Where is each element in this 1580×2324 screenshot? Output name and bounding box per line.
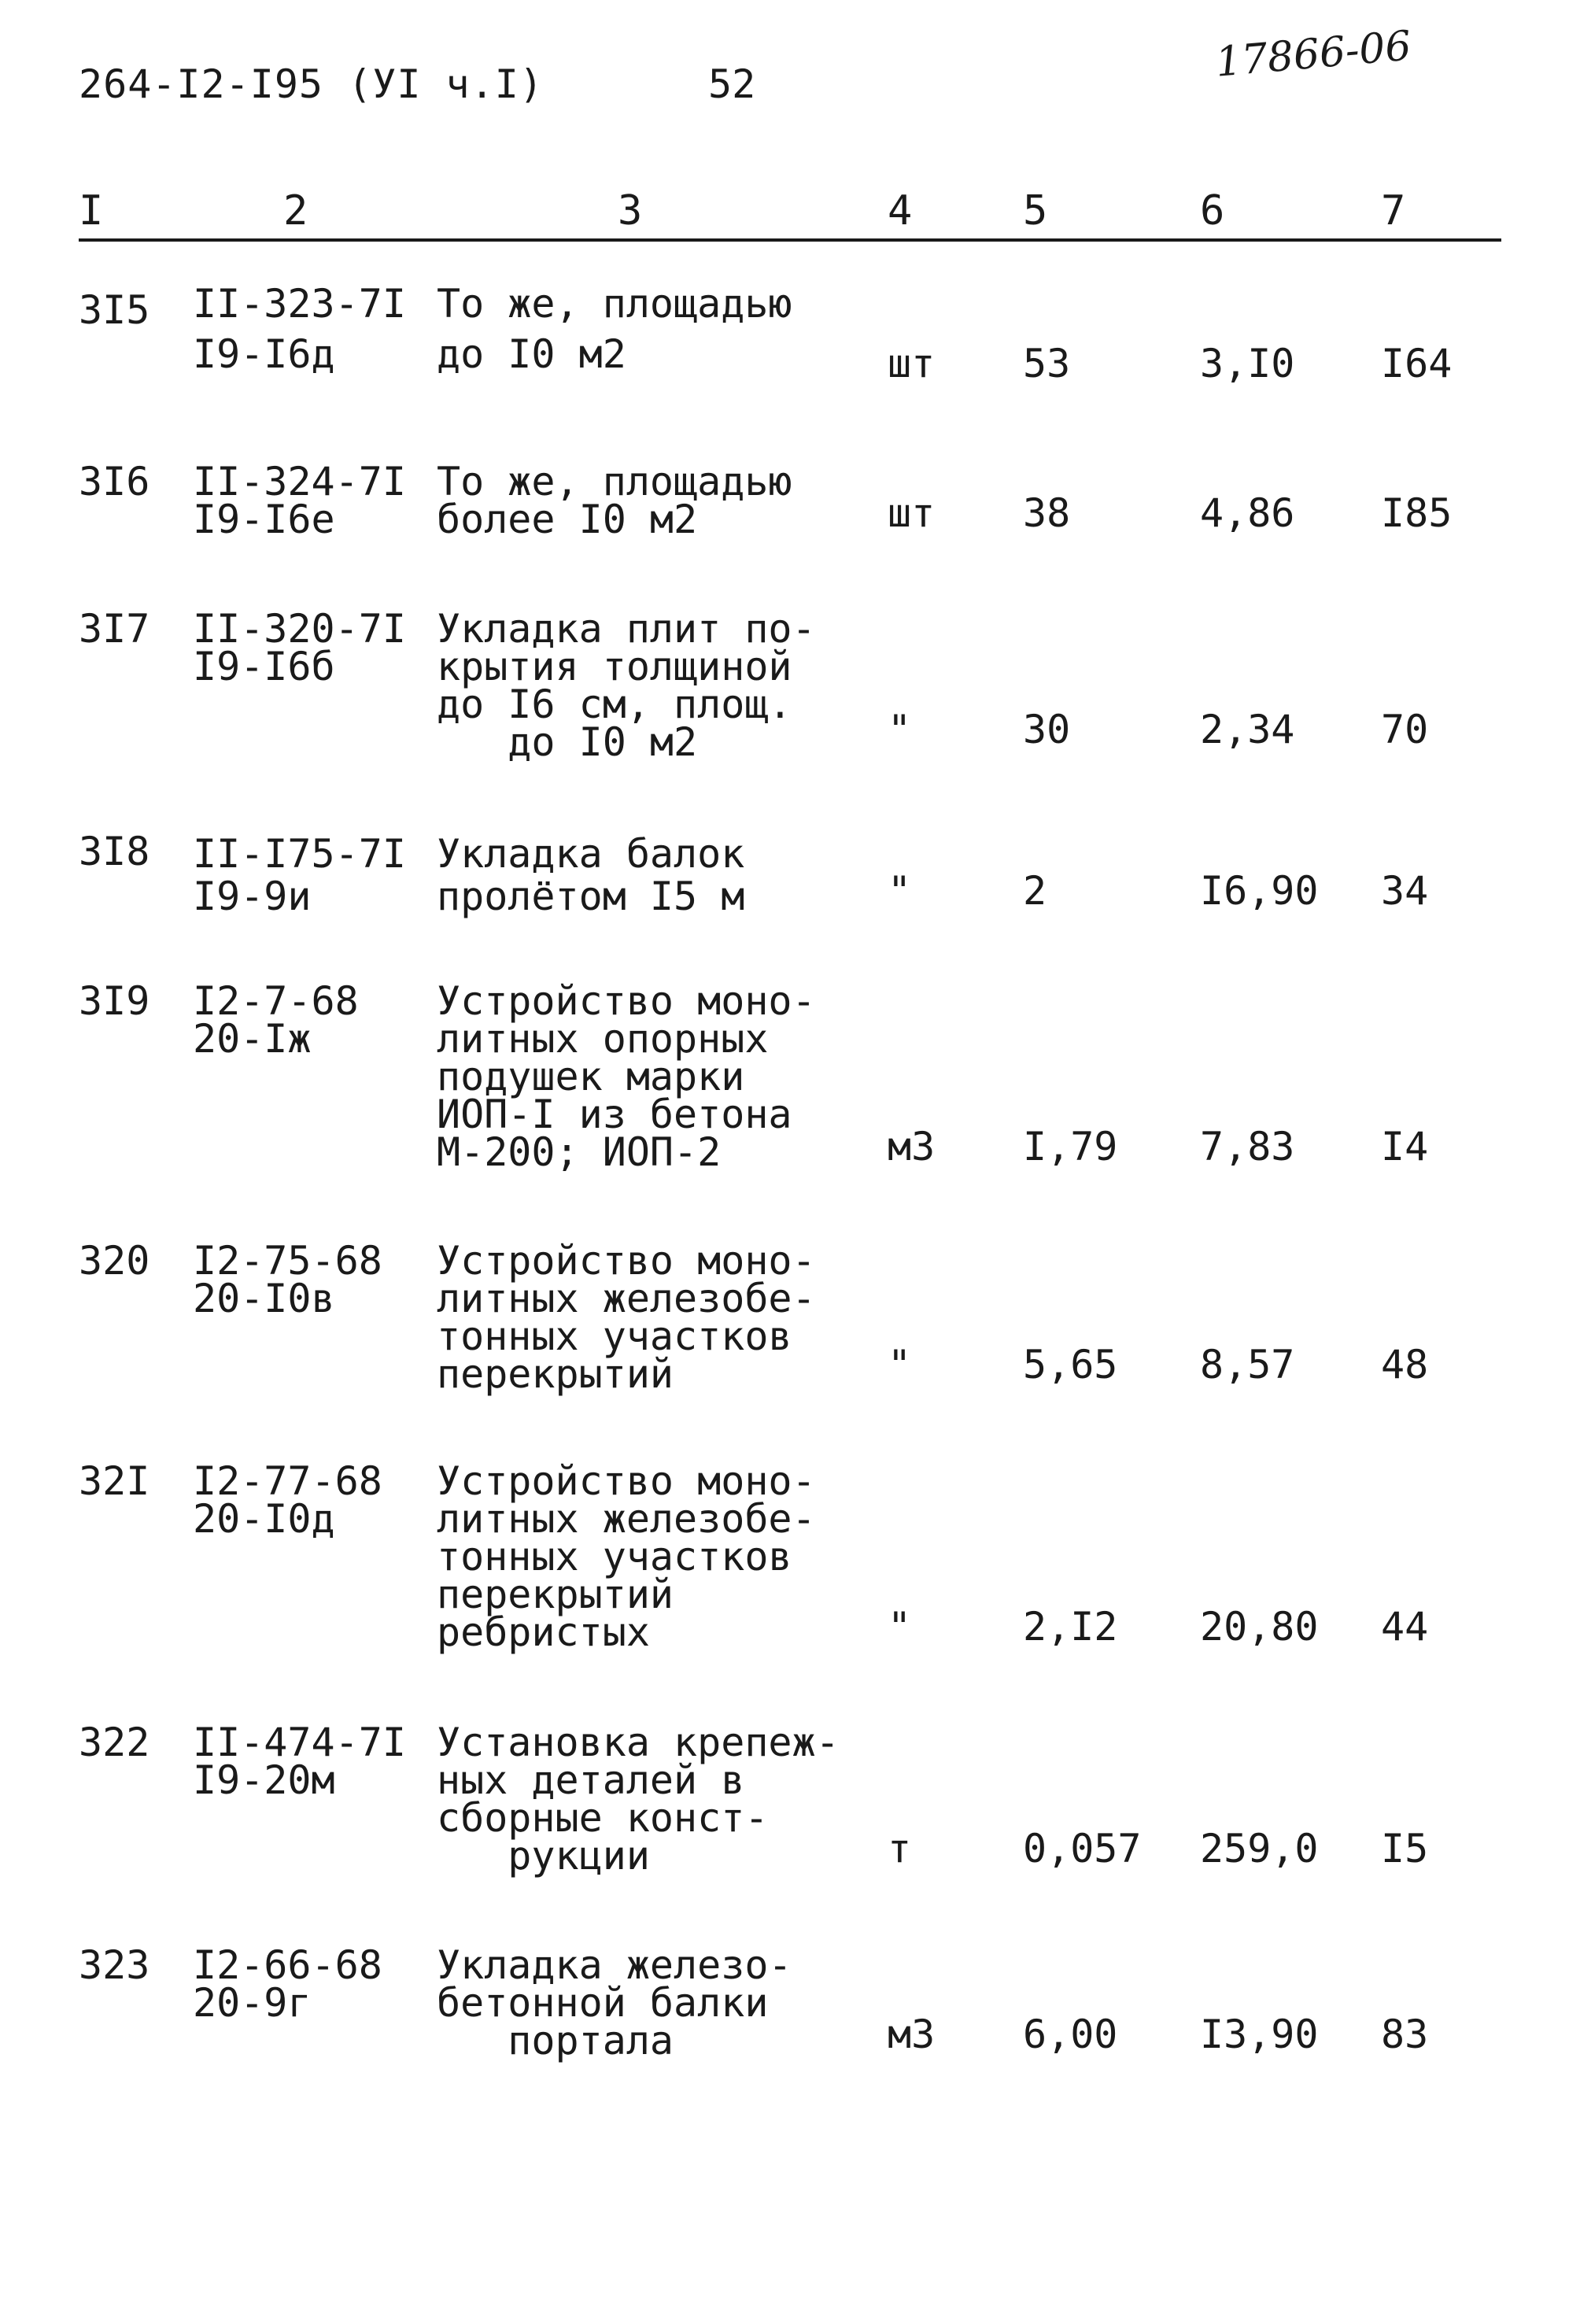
norm-code: I2-75-68 20-I0в <box>193 1238 382 1321</box>
unit-price: 259,0 <box>1200 1826 1319 1871</box>
quantity: 30 <box>1023 707 1071 752</box>
total-cost: 44 <box>1381 1604 1429 1650</box>
column-header-4: 4 <box>888 187 913 235</box>
unit: м3 <box>888 2012 936 2057</box>
work-description: Устройство моно- литных опорных подушек марки ИОП-I из бетона М-200; ИОП-2 <box>437 978 816 1175</box>
column-header-5: 5 <box>1023 187 1048 235</box>
unit: " <box>888 868 912 914</box>
row-number: 3I6 <box>79 459 150 504</box>
norm-code: II-324-7I I9-I6е <box>193 459 406 542</box>
unit-price: 4,86 <box>1200 490 1295 536</box>
total-cost: 83 <box>1381 2012 1429 2057</box>
row-number: 322 <box>79 1720 150 1765</box>
row-number: 3I7 <box>79 606 150 652</box>
quantity: 0,057 <box>1023 1826 1142 1871</box>
unit: шт <box>888 341 936 386</box>
unit: " <box>888 707 912 752</box>
unit-price: 3,I0 <box>1200 341 1295 386</box>
row-number: 32I <box>79 1458 150 1504</box>
column-header-row <box>0 187 1580 242</box>
column-header-3: 3 <box>618 187 643 235</box>
unit-price: I6,90 <box>1200 868 1319 914</box>
unit: " <box>888 1342 912 1387</box>
handwritten-note: 17866-06 <box>1213 22 1413 87</box>
header-divider <box>79 238 1501 242</box>
row-number: 3I5 <box>79 287 150 333</box>
column-header-7: 7 <box>1381 187 1406 235</box>
quantity: 53 <box>1023 341 1071 386</box>
unit: т <box>888 1826 912 1871</box>
total-cost: 70 <box>1381 707 1429 752</box>
column-header-6: 6 <box>1200 187 1225 235</box>
work-description: То же, площадью до I0 м2 <box>437 281 792 377</box>
unit: шт <box>888 490 936 536</box>
unit: м3 <box>888 1124 936 1169</box>
quantity: 2,I2 <box>1023 1604 1118 1650</box>
norm-code: I2-7-68 20-Iж <box>193 978 359 1062</box>
row-number: 323 <box>79 1942 150 1988</box>
row-number: 3I8 <box>79 829 150 874</box>
total-cost: I85 <box>1381 490 1453 536</box>
row-number: 3I9 <box>79 978 150 1024</box>
norm-code: I2-66-68 20-9г <box>193 1942 382 2026</box>
document-code: 264-I2-I95 (УI ч.I) <box>79 61 544 107</box>
total-cost: 48 <box>1381 1342 1429 1387</box>
total-cost: I64 <box>1381 341 1453 386</box>
norm-code: II-323-7I I9-I6д <box>193 281 406 377</box>
unit-price: 2,34 <box>1200 707 1295 752</box>
column-header-2: 2 <box>283 187 308 235</box>
total-cost: 34 <box>1381 868 1429 914</box>
total-cost: I4 <box>1381 1124 1429 1169</box>
norm-code: II-I75-7I I9-9и <box>193 831 406 919</box>
unit: " <box>888 1604 912 1650</box>
row-number: 320 <box>79 1238 150 1284</box>
column-header-1: I <box>79 187 104 235</box>
work-description: Устройство моно- литных железобе- тонных участков перекрытий ребристых <box>437 1458 816 1655</box>
quantity: I,79 <box>1023 1124 1118 1169</box>
total-cost: I5 <box>1381 1826 1429 1871</box>
unit-price: 7,83 <box>1200 1124 1295 1169</box>
unit-price: 20,80 <box>1200 1604 1319 1650</box>
quantity: 38 <box>1023 490 1071 536</box>
quantity: 2 <box>1023 868 1047 914</box>
quantity: 6,00 <box>1023 2012 1118 2057</box>
page-number: 52 <box>708 61 756 107</box>
norm-code: II-474-7I I9-20м <box>193 1720 406 1803</box>
work-description: Укладка железо- бетонной балки портала <box>437 1942 792 2064</box>
norm-code: I2-77-68 20-I0д <box>193 1458 382 1542</box>
work-description: Укладка плит по- крытия толщиной до I6 см, площ. до I0 м2 <box>437 606 816 765</box>
work-description: То же, площадью более I0 м2 <box>437 459 792 542</box>
work-description: Укладка балок пролётом I5 м <box>437 831 745 919</box>
unit-price: 8,57 <box>1200 1342 1295 1387</box>
work-description: Устройство моно- литных железобе- тонных участков перекрытий <box>437 1238 816 1397</box>
work-description: Установка крепеж- ных деталей в сборные конст- рукции <box>437 1720 840 1879</box>
norm-code: II-320-7I I9-I6б <box>193 606 406 689</box>
quantity: 5,65 <box>1023 1342 1118 1387</box>
unit-price: I3,90 <box>1200 2012 1319 2057</box>
